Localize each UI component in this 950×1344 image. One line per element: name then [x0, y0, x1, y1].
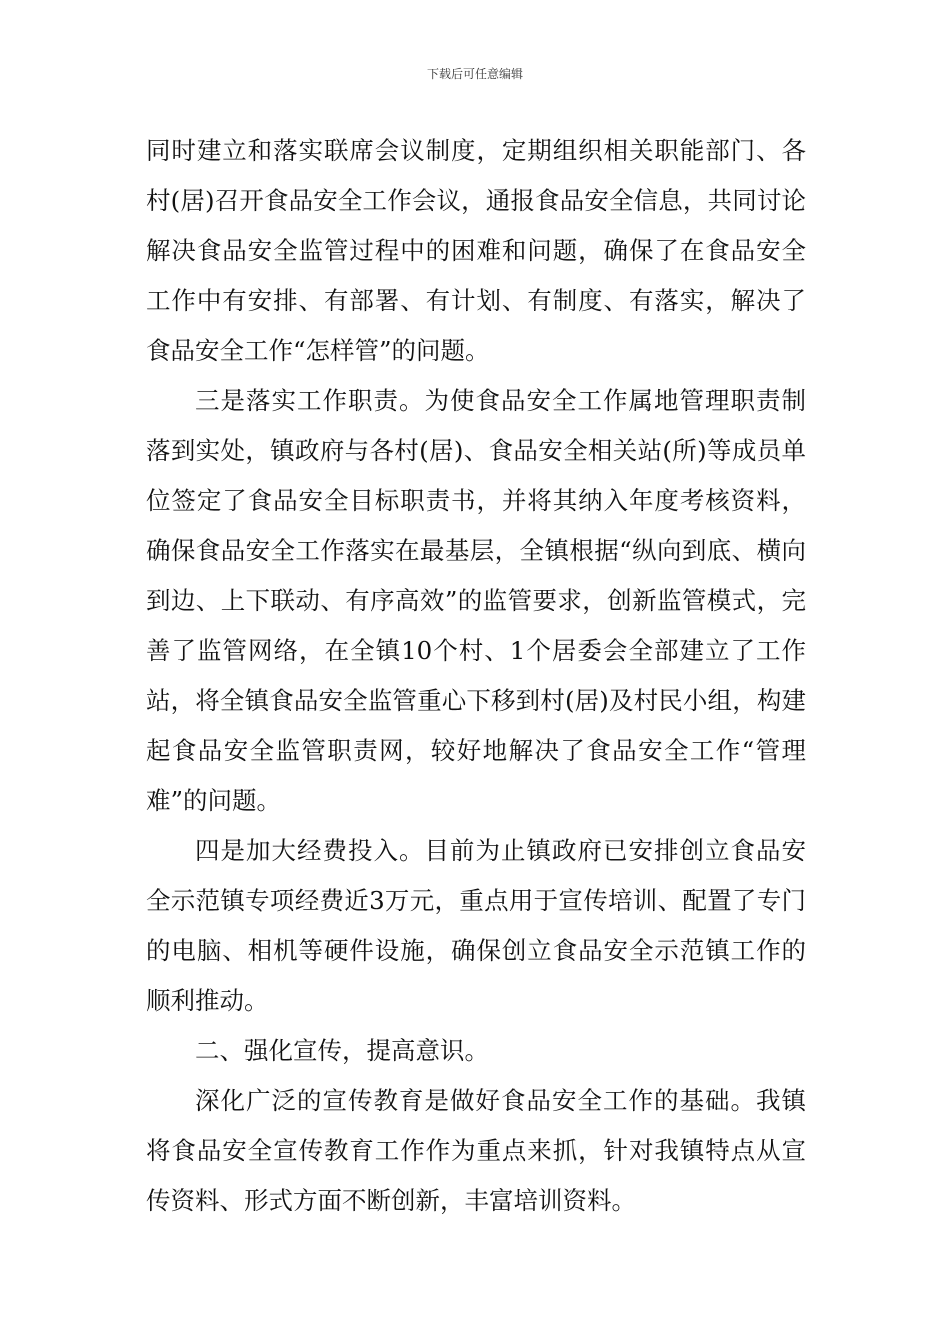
- page-header: 下载后可任意编辑: [426, 67, 523, 81]
- paragraph-1: 同时建立和落实联席会议制度，定期组织相关职能部门、各村(居)召开食品安全工作会议，通报食品安全信息，共同讨论解决食品安全监管过程中的困难和问题，确保了在食品安全工作中有安排、有部署、有计划、有制度、有落实，解决了食品安全工作“怎样管”的问题。: [146, 136, 806, 365]
- document-body: [146, 126, 806, 1226]
- section-heading: 二、强化宣传，提高意识。: [195, 1036, 489, 1065]
- paragraph-3: 四是加大经费投入。目前为止镇政府已安排创立食品安全示范镇专项经费近3万元，重点用于宣传培训、配置了专门的电脑、相机等硬件设施，确保创立食品安全示范镇工作的顺利推动。: [146, 836, 806, 1015]
- paragraph-2: 三是落实工作职责。为使食品安全工作属地管理职责制落到实处，镇政府与各村(居)、食品安全相关站(所)等成员单位签定了食品安全目标职责书，并将其纳入年度考核资料，确保食品安全工作落实在最基层，全镇根据“纵向到底、横向到边、上下联动、有序高效”的监管要求，创新监管模式，完善了监管网络，在全镇10个村、1个居委会全部建立了工作站，将全镇食品安全监管重心下移到村(居)及村民小组，构建起食品安全监管职责网，较好地解决了食品安全工作“管理难”的问题。: [146, 386, 806, 815]
- paragraph-5: 深化广泛的宣传教育是做好食品安全工作的基础。我镇将食品安全宣传教育工作作为重点来抓，针对我镇特点从宣传资料、形式方面不断创新，丰富培训资料。: [146, 1086, 806, 1215]
